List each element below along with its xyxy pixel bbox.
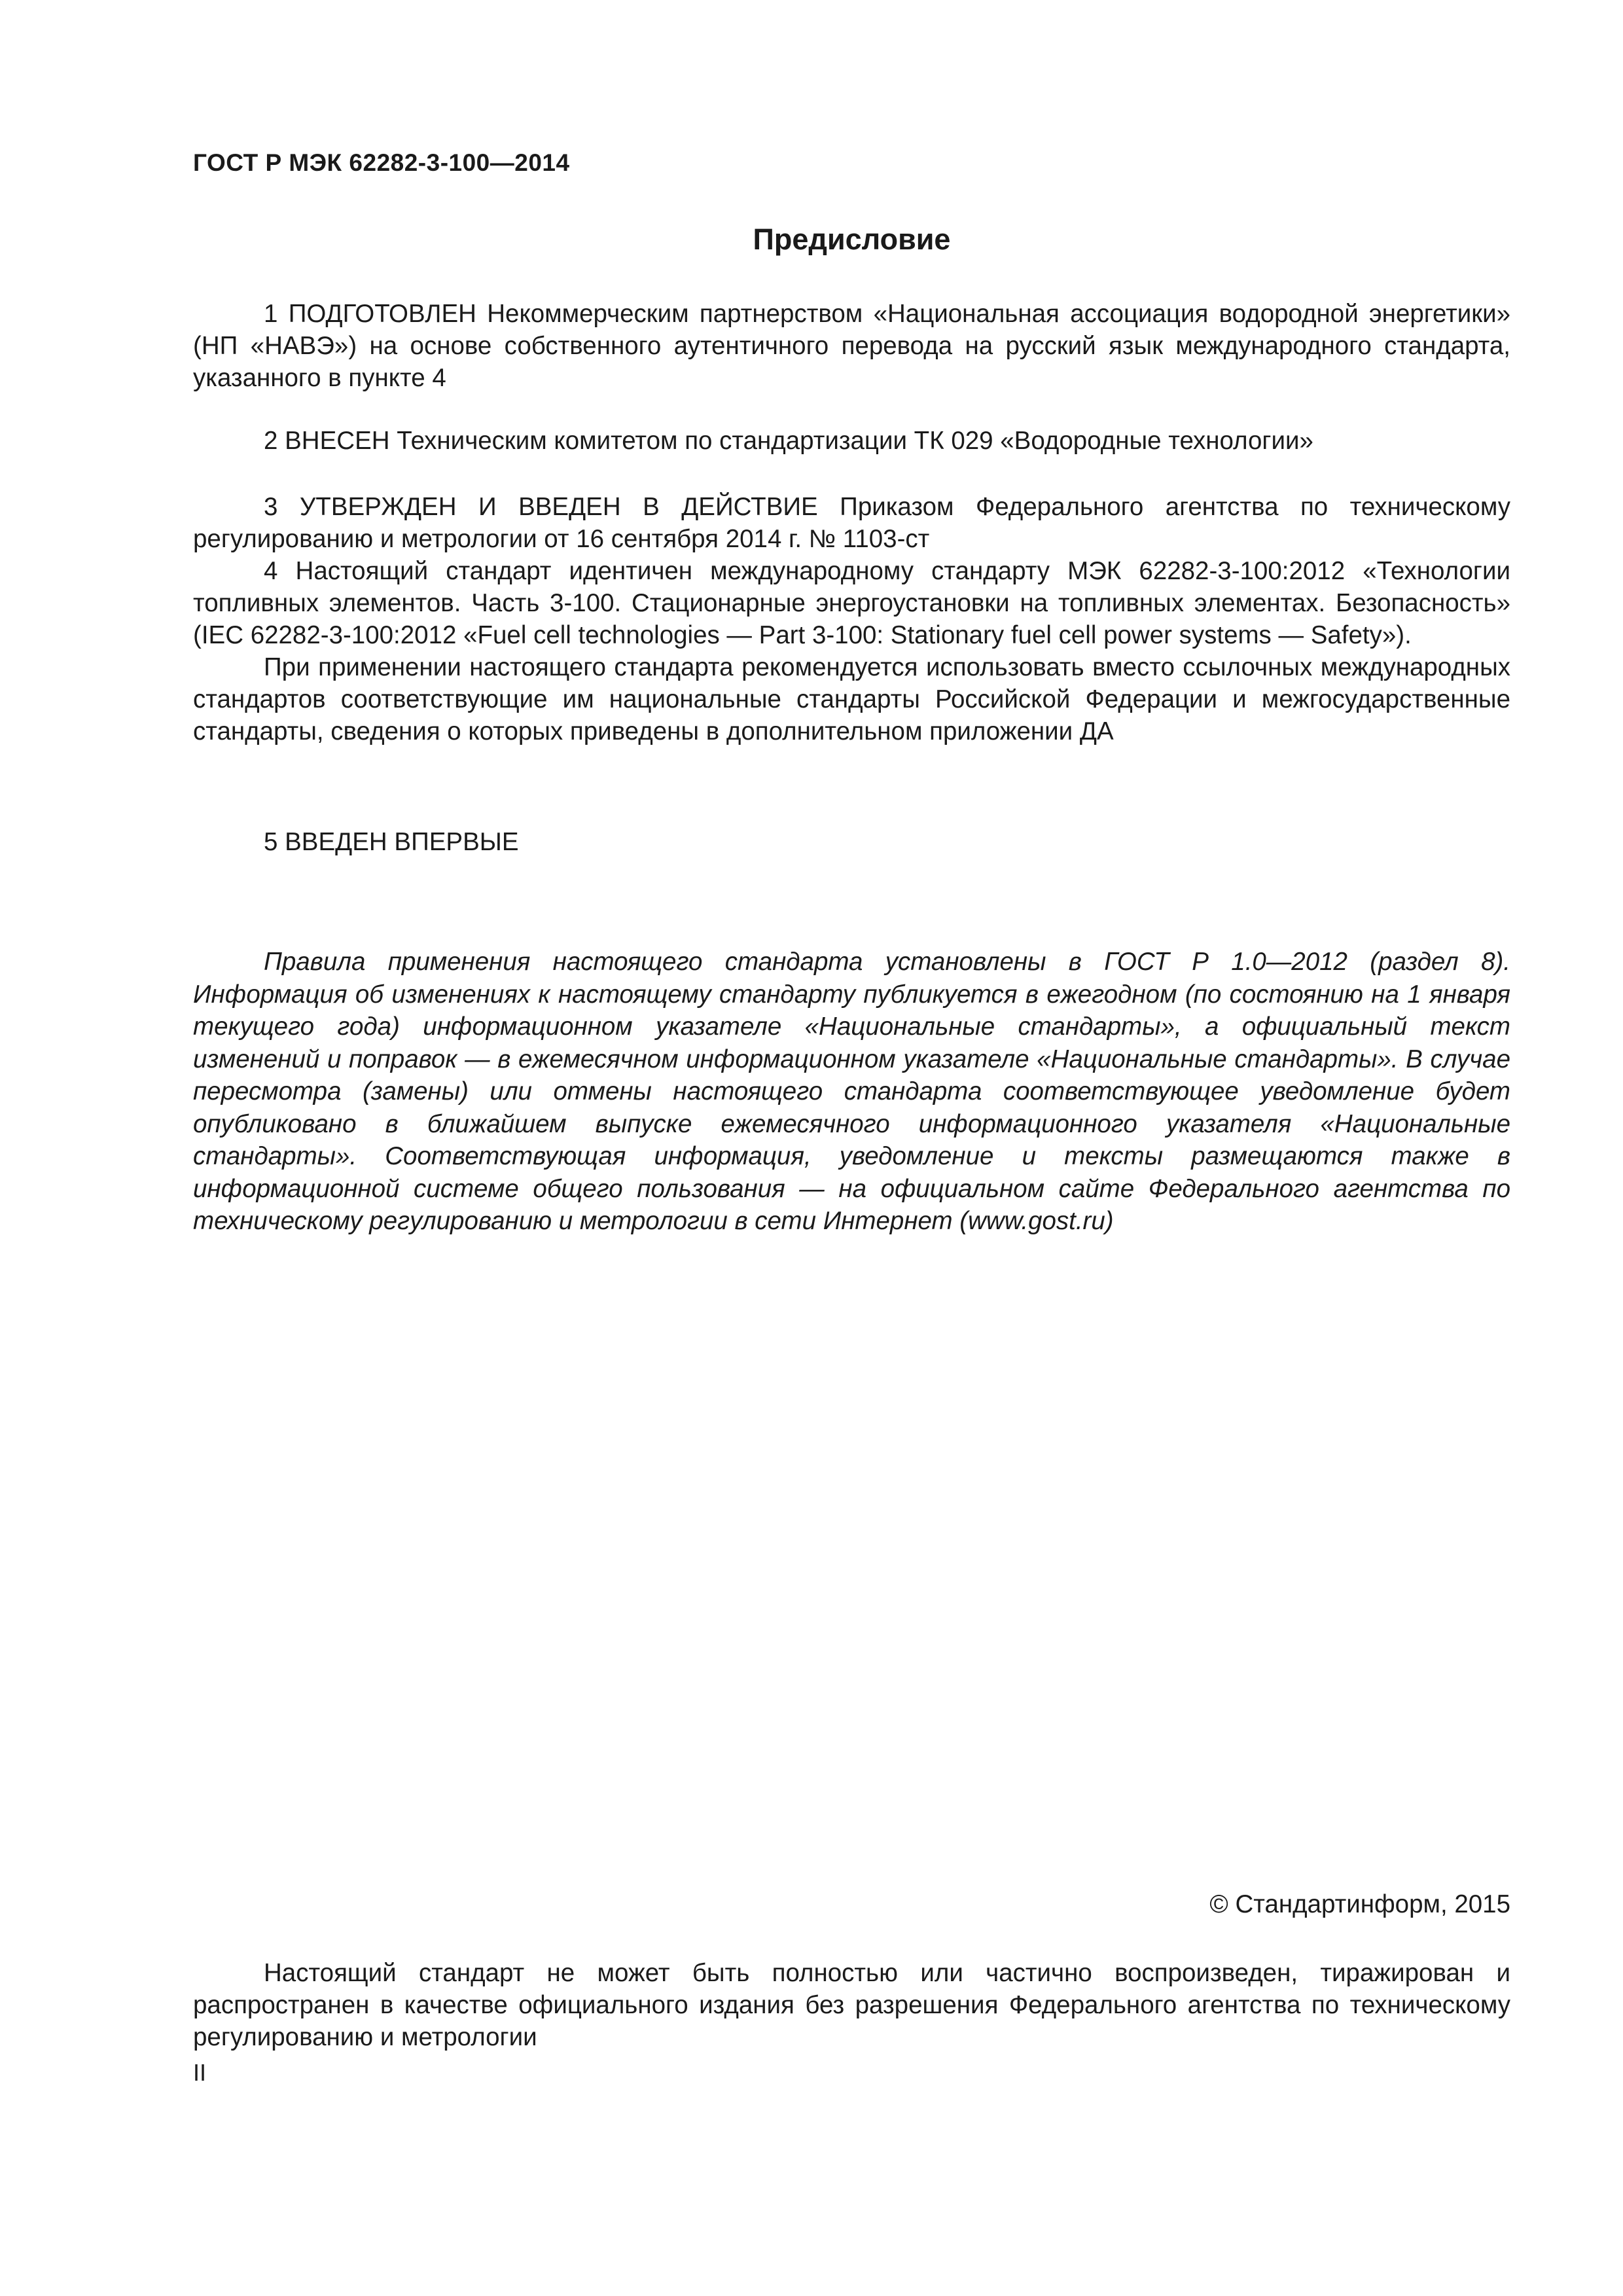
item-3-text: 3 УТВЕРЖДЕН И ВВЕДЕН В ДЕЙСТВИЕ Приказом Федерального агентства по техническому регулированию и метрологии от 16 сентября 2014 г. № 1103-ст: [193, 493, 1510, 553]
foreword-item-1: [193, 298, 1510, 394]
item-4-note: При применении настоящего стандарта рекомендуется использовать вместо ссылочных международных стандартов соответствующие им национальные стандарты Российской Федерации и межгосударственные стандарты, сведения о которых приведены в дополнительном приложении ДА: [193, 653, 1510, 745]
rules-notice-text: Правила применения настоящего стандарта установлены в ГОСТ Р 1.0—2012 (раздел 8). Информация об изменениях к настоящему стандарту публикуется в ежегодном (по состоянию на 1 января текущего года) информационном указателе «Национальные стандарты», а официальный текст изменений и поправок — в ежемесячном информационном указателе «Национальные стандарты». В случае пересмотра (замены) или отмены настоящего стандарта соответствующее уведомление будет опубликовано в ближайшем выпуске ежемесячного информационного указателя «Национальные стандарты». Соответствующая информация, уведомление и тексты размещаются также в информационной системе общего пользования — на официальном сайте Федерального агентства по техническому регулированию и метрологии в сети Интернет (www.gost.ru): [193, 948, 1510, 1235]
document-code: ГОСТ Р МЭК 62282-3-100—2014: [193, 149, 570, 176]
page-number: II: [193, 2059, 207, 2086]
copyright-notice: [193, 1957, 1510, 2053]
item-1-text: 1 ПОДГОТОВЛЕН Некоммерческим партнерством «Национальная ассоциация водородной энергетики» (НП «НАВЭ») на основе собственного аутентичного перевода на русский язык международного стандарта, указанного в пункте 4: [193, 300, 1510, 392]
document-page: [193, 0, 1510, 2296]
foreword-item-2: [193, 425, 1510, 457]
copyright-line: © Стандартинформ, 2015: [1209, 1890, 1510, 1918]
foreword-item-3-4: [193, 491, 1510, 747]
foreword-item-5: [193, 826, 1510, 858]
item-2-text: 2 ВНЕСЕН Техническим комитетом по стандартизации ТК 029 «Водородные технологии»: [264, 427, 1313, 455]
section-title: Предисловие: [753, 223, 951, 256]
rules-notice: [193, 946, 1510, 1238]
copyright-notice-text: Настоящий стандарт не может быть полностью или частично воспроизведен, тиражирован и распространен в качестве официального издания без разрешения Федерального агентства по техническому регулированию и метрологии: [193, 1959, 1510, 2051]
item-4-text: 4 Настоящий стандарт идентичен международному стандарту МЭК 62282-3-100:2012 «Технологии топливных элементов. Часть 3-100. Стационарные энергоустановки на топливных элементах. Безопасность» (IEC 62282-3-100:2012 «Fuel cell technologies — Part 3-100: Stationary fuel cell power systems — Safety»).: [193, 557, 1510, 649]
item-5-text: 5 ВВЕДЕН ВПЕРВЫЕ: [264, 828, 519, 856]
